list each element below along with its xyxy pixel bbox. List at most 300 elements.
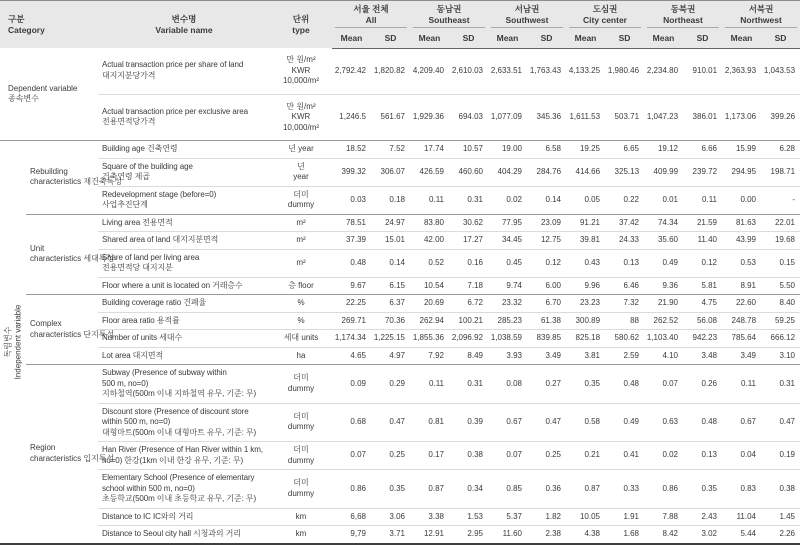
table-row [0,214,800,232]
unit-column-header [270,1,332,49]
text-line: characteristics 입지특성 [30,453,115,463]
header-text-ko: 변수명 [171,14,197,24]
sd-value-cell: 1.91 [605,508,644,526]
mean-value-cell: 34.45 [488,232,527,250]
text-line: 500 m, no=0) [102,378,149,388]
text-line: Living area 전용면적 [102,217,173,227]
sd-value-cell: 0.35 [371,470,410,509]
sd-value-cell: 1.82 [527,508,566,526]
table-row [0,312,800,330]
variable-name-cell [98,94,270,141]
sd-value-cell: 6.15 [371,277,410,295]
table-row [0,470,800,509]
text-line: characteristics 세대특성 [30,254,115,264]
text-line: 종속변수 [8,94,39,103]
sd-value-cell: 24.33 [605,232,644,250]
mean-value-cell: 1,047.23 [644,94,683,141]
variable-name-cell [98,526,270,544]
sd-value-cell: 0.18 [371,186,410,214]
variable-name-cell [98,295,270,313]
mean-value-cell: 5.44 [722,526,761,544]
sd-value-cell: 0.41 [605,442,644,470]
mean-value-cell: 9,79 [332,526,371,544]
unit-cell [270,94,332,141]
text-line: year [293,172,309,181]
mean-header: Mean [410,30,449,48]
mean-value-cell: 21.90 [644,295,683,313]
text-line: Floor where a unit is located on 거래층수 [102,280,243,290]
sd-value-cell: 325.13 [605,158,644,186]
mean-value-cell: 0.87 [410,470,449,509]
subcategory-label [26,295,115,365]
text-line: Unit [30,243,45,253]
header-text-en: Category [8,24,45,35]
sd-value-cell: 0.38 [449,442,488,470]
text-line: dummy [287,455,315,465]
sd-value-cell: 22.01 [761,214,800,232]
table-header [0,1,800,49]
sd-value-cell: 561.67 [371,94,410,141]
sd-value-cell: 2.95 [449,526,488,544]
mean-value-cell: 0.07 [332,442,371,470]
sd-value-cell: 910.01 [683,48,722,94]
sd-value-cell: 666.12 [761,330,800,348]
table-row [0,508,800,526]
mean-value-cell: 9.96 [566,277,605,295]
sd-value-cell: 59.25 [761,312,800,330]
unit-cell [270,186,332,214]
text-line: 건축연령 제곱 [102,172,150,181]
region-ko: 서남권 [514,4,540,14]
table-row [0,442,800,470]
table-row [0,347,800,365]
sd-value-cell: 0.31 [761,365,800,404]
text-line: Dependent variable [8,83,78,93]
sd-value-cell: 503.71 [605,94,644,141]
mean-value-cell: 0.85 [488,470,527,509]
sd-value-cell: 7.52 [371,141,410,159]
text-line: Shared area of land 대지지분면적 [102,235,219,244]
unit-cell [270,526,332,544]
mean-value-cell: 23.32 [488,295,527,313]
sd-value-cell: 2.26 [761,526,800,544]
sd-value-cell: 345.36 [527,94,566,141]
text-line: 층 floor [288,280,314,290]
table-row [0,526,800,544]
text-line: within 500 m, no=0) [102,417,171,426]
mean-value-cell: 0.86 [644,470,683,509]
header-text-ko: 단위 [292,14,310,24]
mean-header: Mean [332,30,371,48]
variable-name-cell [98,232,270,250]
mean-value-cell: 414.66 [566,158,605,186]
mean-value-cell: 18.52 [332,141,371,159]
sd-value-cell: 0.14 [371,249,410,277]
variable-name-cell [98,403,270,442]
sd-value-cell: 694.03 [449,94,488,141]
sd-value-cell: 3.06 [371,508,410,526]
unit-cell [270,508,332,526]
sd-value-cell: 6.72 [449,295,488,313]
region-header-text [335,3,407,28]
sd-value-cell: 61.38 [527,312,566,330]
text-line: Distance to IC IC와의 거리 [102,511,194,521]
mean-value-cell: 1,855.36 [410,330,449,348]
sd-value-cell: 0.25 [371,442,410,470]
mean-value-cell: 19.12 [644,141,683,159]
mean-value-cell: 9.74 [488,277,527,295]
mean-value-cell: 10.54 [410,277,449,295]
sd-value-cell: 1,225.15 [371,330,410,348]
text-line: Redevelopment stage (before=0) [102,189,217,199]
variable-name-cell [98,330,270,348]
sd-value-cell: 0.35 [683,470,722,509]
mean-value-cell: 2,792.42 [332,48,371,94]
mean-value-cell: 6,68 [332,508,371,526]
text-line: % [297,298,305,307]
unit-cell [270,277,332,295]
sd-value-cell: 0.39 [449,403,488,442]
sd-value-cell: 6.46 [605,277,644,295]
sd-value-cell: 6.37 [371,295,410,313]
mean-value-cell: 77.95 [488,214,527,232]
mean-value-cell: 1,929.36 [410,94,449,141]
text-line: 전용면적당 대지지분 [102,263,173,272]
region-header-text [491,3,563,28]
text-line: km [295,529,307,538]
text-line: no=0) 한강(1km 이내 한강 유무, 기준: 무) [102,455,244,465]
mean-value-cell: 81.63 [722,214,761,232]
header-text-en: type [292,24,310,35]
mean-value-cell: 0.01 [644,186,683,214]
text-line: 대형마트(500m 이내 대형마트 유무, 기준: 무) [102,427,257,437]
mean-value-cell: 0.67 [722,403,761,442]
sd-value-cell: 0.22 [605,186,644,214]
mean-value-cell: 409.99 [644,158,683,186]
variable-name-cell [98,186,270,214]
mean-value-cell: 0.11 [410,186,449,214]
region-header-text [725,3,797,28]
unit-cell [270,214,332,232]
unit-cell [270,232,332,250]
mean-value-cell: 78.51 [332,214,371,232]
mean-value-cell: 3.38 [410,508,449,526]
variable-name-cell [98,470,270,509]
text-line: Discount store (Presence of discount store [102,406,249,416]
text-line: characteristics 단지특성 [30,329,115,339]
region-header-text [647,3,719,28]
sd-value-cell: 6.65 [605,141,644,159]
text-line: % [297,315,305,325]
sd-value-cell: 3.48 [683,347,722,365]
unit-cell [270,365,332,404]
mean-value-cell: 35.60 [644,232,683,250]
sd-value-cell: 0.47 [371,403,410,442]
unit-cell [270,312,332,330]
sd-value-cell: 2.38 [527,526,566,544]
mean-value-cell: 0.81 [410,403,449,442]
sd-value-cell: 17.27 [449,232,488,250]
table-row [0,94,800,141]
unit-cell [270,249,332,277]
sd-header: SD [605,30,644,48]
mean-value-cell: 7.88 [644,508,683,526]
header-text-ko: 구분 [8,14,25,24]
sd-value-cell: 19.68 [761,232,800,250]
sd-value-cell: 0.33 [605,470,644,509]
sd-value-cell: 4.75 [683,295,722,313]
variable-name-cell [98,347,270,365]
text-line: 더미 [293,189,309,199]
sd-value-cell: 6.58 [527,141,566,159]
mean-value-cell: 0.35 [566,365,605,404]
sd-value-cell: 0.13 [683,442,722,470]
sd-value-cell: 0.12 [527,249,566,277]
mean-value-cell: 23.23 [566,295,605,313]
sd-value-cell: 21.59 [683,214,722,232]
mean-value-cell: 0.43 [566,249,605,277]
sd-header: SD [683,30,722,48]
sd-value-cell: 8.49 [449,347,488,365]
text-line: Number of units 세대수 [102,333,182,342]
variable-name-cell [98,48,270,94]
mean-header: Mean [644,30,683,48]
mean-value-cell: 0.83 [722,470,761,509]
text-line: dummy [287,200,315,209]
text-line: km [295,511,307,521]
mean-value-cell: 3.81 [566,347,605,365]
table-row [0,330,800,348]
sd-value-cell: 1.53 [449,508,488,526]
mean-value-cell: 2,633.51 [488,48,527,94]
region-header-text [569,3,641,28]
sd-value-cell: 7.32 [605,295,644,313]
independent-variable-rotated-label [0,141,26,544]
mean-value-cell: 0.02 [488,186,527,214]
mean-value-cell: 0.08 [488,365,527,404]
mean-value-cell: 269.71 [332,312,371,330]
mean-value-cell: 0.68 [332,403,371,442]
text-line: 독립변수 [3,326,13,358]
region-header-southeast [410,1,488,31]
sd-value-cell: 5.81 [683,277,722,295]
sd-value-cell: 386.01 [683,94,722,141]
mean-value-cell: 0.48 [332,249,371,277]
sd-value-cell: 7.18 [449,277,488,295]
region-en: City center [583,14,627,25]
mean-value-cell: 4,209.40 [410,48,449,94]
mean-value-cell: 0.04 [722,442,761,470]
text-line: 10,000/m² [282,76,320,85]
region-ko: 동북권 [670,4,696,14]
text-line: Square of the building age [102,161,193,171]
mean-value-cell: 0.02 [644,442,683,470]
text-line: Elementary School (Presence of elementary [102,473,255,482]
sd-value-cell: 6.66 [683,141,722,159]
region-header-text [413,3,485,28]
table-row [0,295,800,313]
mean-value-cell: 0.00 [722,186,761,214]
text-line: 초등학교(500m 이내 초등학교 유무, 기준: 무) [102,494,257,503]
mean-value-cell: 5.37 [488,508,527,526]
variable-name-cell [98,158,270,186]
variable-name-cell [98,312,270,330]
text-line: 전용면적당가격 [102,117,156,127]
mean-value-cell: 1,174.34 [332,330,371,348]
table-row [0,158,800,186]
text-line: 10,000/m² [282,122,320,132]
region-header-southwest [488,1,566,31]
sd-value-cell: 0.38 [761,470,800,509]
table-row [0,186,800,214]
mean-value-cell: 7.92 [410,347,449,365]
sd-value-cell: 30.62 [449,214,488,232]
subcategory-label [26,214,115,295]
mean-value-cell: 0.05 [566,186,605,214]
mean-value-cell: 20.69 [410,295,449,313]
mean-value-cell: 0.49 [644,249,683,277]
mean-value-cell: 83.80 [410,214,449,232]
table-row [0,365,800,404]
variable-name-cell [98,249,270,277]
mean-value-cell: 2,363.93 [722,48,761,94]
mean-header: Mean [722,30,761,48]
sd-value-cell: 839.85 [527,330,566,348]
dependent-variable-label [0,48,98,141]
mean-value-cell: 43.99 [722,232,761,250]
mean-value-cell: 1,173.06 [722,94,761,141]
unit-cell [270,470,332,509]
mean-value-cell: 12.91 [410,526,449,544]
sd-value-cell: 0.27 [527,365,566,404]
text-line: 사업추진단계 [102,200,148,209]
text-line: dummy [287,383,315,393]
unit-cell [270,347,332,365]
text-line: Share of land per living area [102,252,200,262]
table-row [0,232,800,250]
unit-cell [270,295,332,313]
sd-value-cell: 6.28 [761,141,800,159]
text-line: school within 500 m, no=0) [102,483,195,493]
mean-value-cell: 2,234.80 [644,48,683,94]
mean-value-cell: 0.63 [644,403,683,442]
mean-value-cell: 0.07 [488,442,527,470]
sd-header: SD [527,30,566,48]
region-header-all [332,1,410,31]
mean-value-cell: 262.52 [644,312,683,330]
region-en: All [365,14,377,25]
text-line: Building age 건축연령 [102,144,178,153]
mean-value-cell: 4.38 [566,526,605,544]
sd-value-cell: 1,043.53 [761,48,800,94]
unit-cell [270,141,332,159]
sd-value-cell: 0.49 [605,403,644,442]
variable-column-header [98,1,270,49]
text-line: Building coverage ratio 건폐율 [102,298,207,307]
sd-header: SD [371,30,410,48]
table-row [0,141,800,159]
sd-header: SD [761,30,800,48]
unit-cell [270,403,332,442]
region-header-northwest [722,1,800,31]
text-line: 대지지분당가격 [102,70,156,80]
rotated-label-text [4,304,23,379]
sd-value-cell: 10.57 [449,141,488,159]
sd-value-cell: 0.47 [761,403,800,442]
sd-value-cell: 0.36 [527,470,566,509]
sd-value-cell: 0.48 [605,365,644,404]
subcategory-label [26,141,122,215]
text-line: Han River (Presence of Han River within 1 km, [102,445,263,454]
mean-value-cell: 262.94 [410,312,449,330]
mean-value-cell: 22.25 [332,295,371,313]
region-ko: 동남권 [436,4,462,14]
sd-value-cell: 15.01 [371,232,410,250]
mean-value-cell: 294.95 [722,158,761,186]
table-row [0,249,800,277]
mean-value-cell: 0.03 [332,186,371,214]
sd-value-cell: 100.21 [449,312,488,330]
text-line: dummy [287,422,315,432]
text-line: dummy [287,488,315,498]
sd-value-cell: 3.02 [683,526,722,544]
unit-cell [270,442,332,470]
sd-value-cell: 0.15 [761,249,800,277]
text-line: Actual transaction price per exclusive area [102,106,248,116]
text-line: Distance to Seoul city hall 시청과의 거리 [102,529,241,538]
mean-value-cell: 0.53 [722,249,761,277]
sd-value-cell: 460.60 [449,158,488,186]
mean-value-cell: 785.64 [722,330,761,348]
sd-value-cell: 239.72 [683,158,722,186]
mean-value-cell: 0.21 [566,442,605,470]
header-text-en: Variable name [155,24,213,35]
mean-value-cell: 42.00 [410,232,449,250]
mean-value-cell: 19.00 [488,141,527,159]
sd-value-cell: - [761,186,800,214]
mean-value-cell: 8.42 [644,526,683,544]
unit-cell [270,48,332,94]
mean-value-cell: 9.67 [332,277,371,295]
variable-name-cell [98,508,270,526]
text-line: Actual transaction price per share of land [102,60,244,70]
text-line: Subway (Presence of subway within [102,368,227,377]
mean-value-cell: 404.29 [488,158,527,186]
mean-value-cell: 10.05 [566,508,605,526]
text-line: 년 [297,161,305,171]
sd-value-cell: 0.31 [449,186,488,214]
sd-value-cell: 306.07 [371,158,410,186]
sd-value-cell: 88 [605,312,644,330]
mean-value-cell: 399.32 [332,158,371,186]
variable-name-cell [98,277,270,295]
sd-value-cell: 284.76 [527,158,566,186]
mean-value-cell: 1,077.09 [488,94,527,141]
text-line: 더미 [293,373,309,383]
header-group-row [0,1,800,31]
text-line: KWR [291,65,311,75]
sd-value-cell: 0.34 [449,470,488,509]
sd-value-cell: 0.19 [761,442,800,470]
region-ko: 도심권 [592,4,618,14]
mean-value-cell: 4.65 [332,347,371,365]
text-line: 지하철역(500m 이내 지하철역 유무, 기준: 무) [102,389,257,398]
text-line: 더미 [293,478,309,488]
region-en: Northwest [740,14,782,25]
sd-value-cell: 12.75 [527,232,566,250]
mean-value-cell: 3.49 [722,347,761,365]
mean-value-cell: 17.74 [410,141,449,159]
